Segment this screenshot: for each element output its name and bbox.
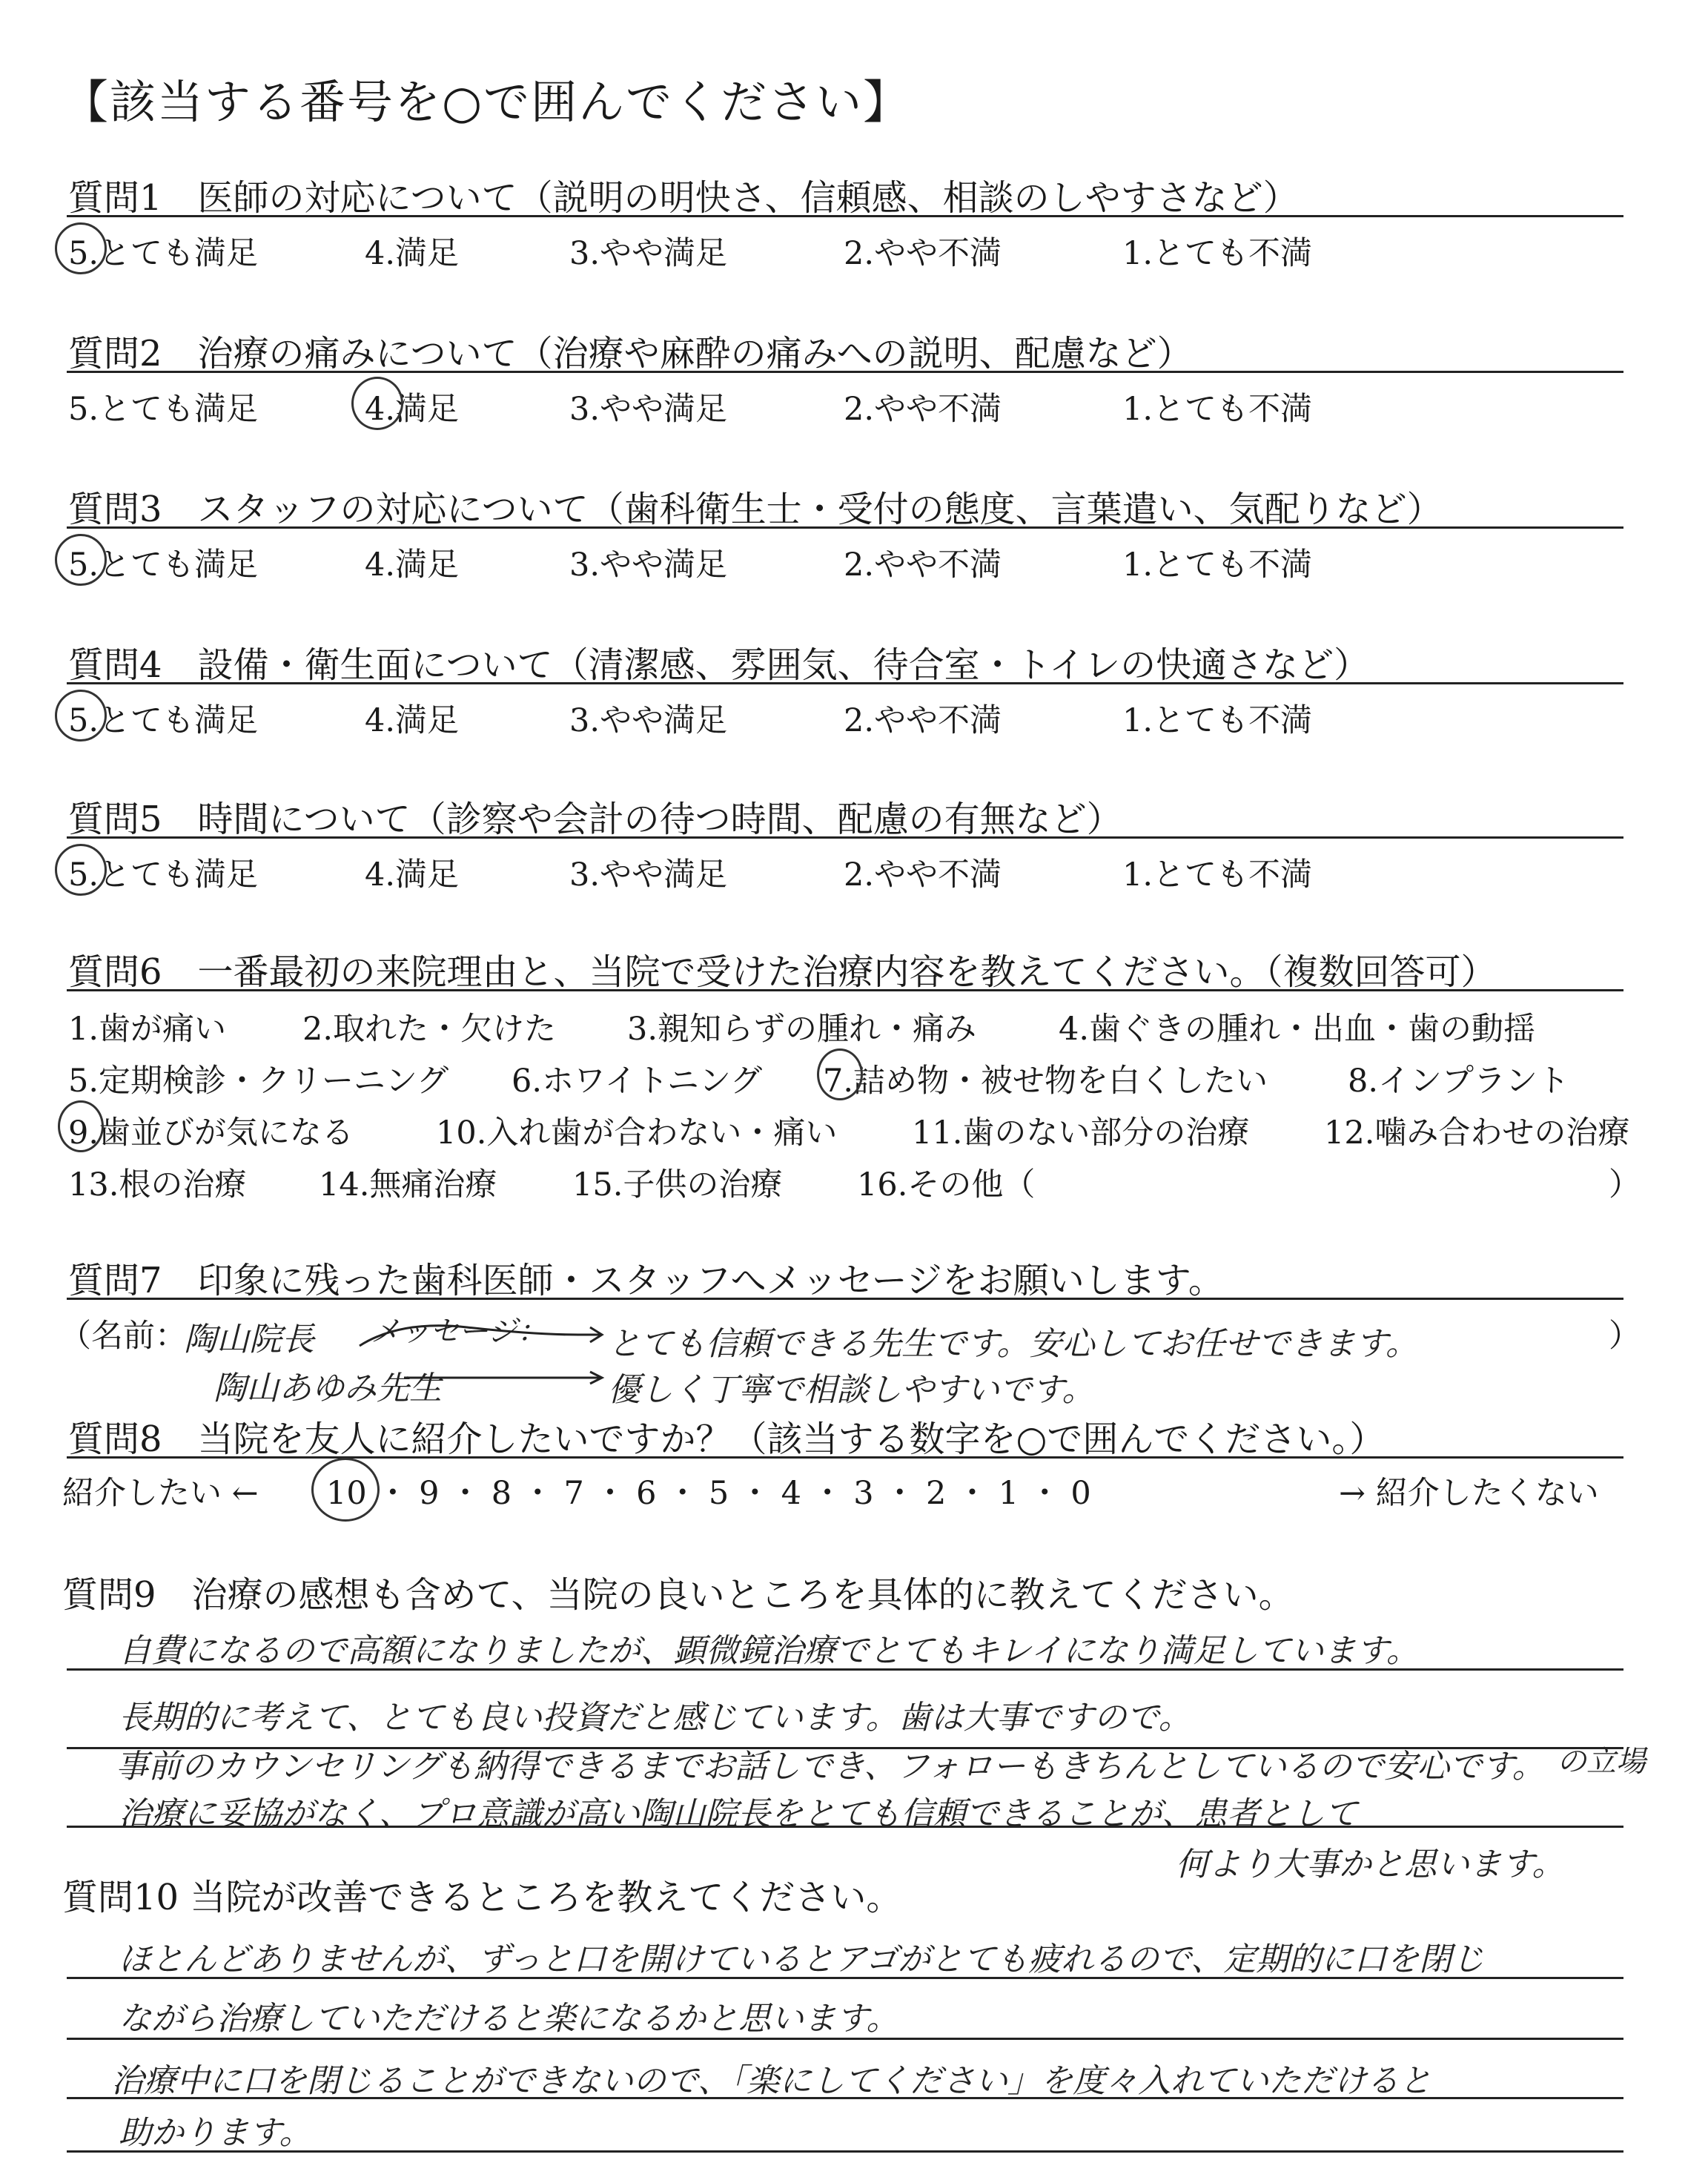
q8-scale-8[interactable]: 8 bbox=[491, 1475, 512, 1512]
q8-left-label: 紹介したい ← bbox=[62, 1475, 259, 1512]
q8-scale-sep: ・ bbox=[656, 1475, 709, 1512]
q6-option-16[interactable]: 16.その他（ bbox=[857, 1166, 1036, 1203]
q7-handwritten-name-2: 陶山あゆみ先生 bbox=[214, 1370, 442, 1407]
q8-right-label: → 紹介したくない bbox=[1339, 1475, 1599, 1512]
q3-option-3[interactable]: 3.やや満足 bbox=[569, 546, 728, 584]
q6-option-5[interactable]: 5.定期検診・クリーニング bbox=[68, 1063, 449, 1100]
q3-rule bbox=[67, 526, 1623, 529]
q6-option-13[interactable]: 13.根の治療 bbox=[68, 1166, 247, 1203]
q8-scale-9[interactable]: 9 bbox=[419, 1475, 440, 1512]
q1-option-4[interactable]: 4.満足 bbox=[365, 235, 460, 272]
q5-option-2[interactable]: 2.やや不満 bbox=[844, 856, 1002, 894]
q3-selection-circle bbox=[55, 534, 107, 586]
q6-selection-circle-7 bbox=[817, 1048, 863, 1100]
q5-rule bbox=[67, 836, 1623, 839]
q1-option-2[interactable]: 2.やや不満 bbox=[844, 235, 1002, 272]
q8-scale-2[interactable]: 2 bbox=[925, 1475, 947, 1512]
q4-option-2[interactable]: 2.やや不満 bbox=[844, 702, 1002, 739]
q6-option-4[interactable]: 4.歯ぐきの腫れ・出血・歯の動揺 bbox=[1059, 1011, 1536, 1048]
q6-rule bbox=[67, 989, 1623, 991]
q2-option-5[interactable]: 5.とても満足 bbox=[68, 391, 259, 428]
q2-selection-circle bbox=[351, 377, 403, 430]
q6-option-8[interactable]: 8.インプラント bbox=[1348, 1063, 1570, 1100]
q8-scale-3[interactable]: 3 bbox=[853, 1475, 874, 1512]
q8-scale-sep: ・ bbox=[729, 1475, 781, 1512]
q6-option-2[interactable]: 2.取れた・欠けた bbox=[302, 1011, 557, 1048]
q2-rule bbox=[67, 371, 1623, 373]
q2-option-2[interactable]: 2.やや不満 bbox=[844, 391, 1002, 428]
q5-selection-circle bbox=[55, 844, 107, 896]
q3-option-4[interactable]: 4.満足 bbox=[365, 546, 460, 584]
q10-title: 質問10 当院が改善できるところを教えてください。 bbox=[62, 1877, 902, 1918]
q8-scale-4[interactable]: 4 bbox=[781, 1475, 801, 1512]
q2-option-4[interactable]: 4.満足 bbox=[365, 391, 460, 428]
q6-option-10[interactable]: 10.入れ歯が合わない・痛い bbox=[436, 1114, 838, 1152]
q6-other-close-paren: ） bbox=[1609, 1166, 1641, 1203]
q8-rule bbox=[67, 1456, 1623, 1459]
q6-option-9[interactable]: 9.歯並びが気になる bbox=[68, 1114, 354, 1152]
q5-option-3[interactable]: 3.やや満足 bbox=[569, 856, 728, 894]
q9-hand-line-2: 長期的に考えて、とても良い投資だと感じています。歯は大事ですので。 bbox=[119, 1699, 1191, 1737]
q5-option-4[interactable]: 4.満足 bbox=[365, 856, 460, 894]
q4-option-5[interactable]: 5.とても満足 bbox=[68, 702, 259, 739]
q2-title: 質問2 治療の痛みについて（治療や麻酔の痛みへの説明、配慮など） bbox=[68, 333, 1193, 374]
q10-hand-line-2: ながら治療していただけると楽になるかと思います。 bbox=[119, 2000, 899, 2038]
q4-title: 質問4 設備・衛生面について（清潔感、雰囲気、待合室・トイレの快適さなど） bbox=[68, 644, 1370, 686]
q3-option-1[interactable]: 1.とても不満 bbox=[1122, 546, 1313, 584]
q2-option-1[interactable]: 1.とても不満 bbox=[1122, 391, 1313, 428]
q2-option-3[interactable]: 3.やや満足 bbox=[569, 391, 728, 428]
q5-option-1[interactable]: 1.とても不満 bbox=[1122, 856, 1313, 894]
q9-title: 質問9 治療の感想も含めて、当院の良いところを具体的に教えてください。 bbox=[62, 1574, 1294, 1616]
q9-hand-tail: 何より大事かと思います。 bbox=[1176, 1846, 1565, 1883]
q8-scale-row bbox=[326, 1468, 1364, 1513]
q7-close-paren: ） bbox=[1609, 1318, 1641, 1355]
q7-handwritten-message-label: メッセージ： bbox=[371, 1315, 547, 1349]
q9-hand-line-4: 治療に妥協がなく、プロ意識が高い陶山院長をとても信頼できることが、患者として bbox=[119, 1795, 1358, 1833]
q3-title: 質問3 スタッフの対応について（歯科衛生士・受付の態度、言葉遣い、気配りなど） bbox=[68, 489, 1443, 530]
q10-hand-line-3: 治療中に口を閉じることができないので、「楽にしてください」を度々入れていただけると bbox=[111, 2062, 1432, 2100]
q6-option-15[interactable]: 15.子供の治療 bbox=[572, 1166, 783, 1203]
q10-hand-line-1: ほとんどありませんが、ずっと口を開けているとアゴがとても疲れるので、定期的に口を閉じ bbox=[119, 1941, 1485, 1978]
q7-rule bbox=[67, 1298, 1623, 1300]
q6-option-3[interactable]: 3.親知らずの腫れ・痛み bbox=[627, 1011, 977, 1048]
q5-title: 質問5 時間について（診察や会計の待つ時間、配慮の有無など） bbox=[68, 799, 1122, 840]
q8-title: 質問8 当院を友人に紹介したいですか？（該当する数字を○で囲んでください。） bbox=[68, 1418, 1386, 1460]
q4-option-1[interactable]: 1.とても不満 bbox=[1122, 702, 1313, 739]
q8-scale-0[interactable]: 0 bbox=[1070, 1475, 1091, 1512]
q7-handwritten-message-1: とても信頼できる先生です。安心してお任せできます。 bbox=[608, 1325, 1418, 1363]
q6-option-7[interactable]: 7.詰め物・被せ物を白くしたい bbox=[823, 1063, 1268, 1100]
q3-option-5[interactable]: 5.とても満足 bbox=[68, 546, 259, 584]
q8-scale-6[interactable]: 6 bbox=[636, 1475, 657, 1512]
q8-scale-sep: ・ bbox=[583, 1475, 637, 1512]
q8-scale-7[interactable]: 7 bbox=[563, 1475, 584, 1512]
q7-arrow-1 bbox=[356, 1312, 608, 1357]
q8-selection-circle bbox=[311, 1458, 380, 1522]
q8-scale-sep: ・ bbox=[1019, 1475, 1071, 1512]
q8-scale-sep: ・ bbox=[439, 1475, 491, 1512]
q4-option-4[interactable]: 4.満足 bbox=[365, 702, 460, 739]
q8-scale-10[interactable]: 10 bbox=[326, 1475, 367, 1512]
q8-scale-sep: ・ bbox=[946, 1475, 999, 1512]
q1-option-1[interactable]: 1.とても不満 bbox=[1122, 235, 1313, 272]
q4-rule bbox=[67, 682, 1623, 684]
q6-option-14[interactable]: 14.無痛治療 bbox=[319, 1166, 497, 1203]
q9-hand-insert: の立場 bbox=[1557, 1745, 1646, 1779]
q7-title: 質問7 印象に残った歯科医師・スタッフへメッセージをお願いします。 bbox=[68, 1260, 1224, 1301]
q6-option-12[interactable]: 12.噛み合わせの治療 bbox=[1324, 1114, 1630, 1152]
q3-option-2[interactable]: 2.やや不満 bbox=[844, 546, 1002, 584]
q8-scale-sep: ・ bbox=[366, 1475, 420, 1512]
q1-rule bbox=[67, 215, 1623, 217]
q8-scale-sep: ・ bbox=[801, 1475, 854, 1512]
q6-option-1[interactable]: 1.歯が痛い bbox=[68, 1011, 227, 1048]
q4-selection-circle bbox=[55, 690, 107, 742]
page-heading: 【該当する番号を○で囲んでください】 bbox=[62, 75, 911, 129]
q1-option-3[interactable]: 3.やや満足 bbox=[569, 235, 728, 272]
q10-hand-line-4: 助かります。 bbox=[119, 2114, 312, 2152]
q1-option-5[interactable]: 5.とても満足 bbox=[68, 235, 259, 272]
q1-selection-circle bbox=[55, 222, 107, 274]
q6-selection-circle-9 bbox=[58, 1100, 104, 1152]
q5-option-5[interactable]: 5.とても満足 bbox=[68, 856, 259, 894]
q4-option-3[interactable]: 3.やや満足 bbox=[569, 702, 728, 739]
q7-name-label: （名前： bbox=[59, 1318, 187, 1355]
q7-handwritten-message-2: 優しく丁寧で相談しやすいです。 bbox=[608, 1371, 1095, 1409]
q9-hand-line-1: 自費になるので高額になりましたが、顕微鏡治療でとてもキレイになり満足しています。 bbox=[119, 1632, 1419, 1670]
q6-option-6[interactable]: 6.ホワイトニング bbox=[512, 1063, 763, 1100]
q7-handwritten-name-1: 陶山院長 bbox=[184, 1321, 314, 1358]
q8-scale-5[interactable]: 5 bbox=[708, 1475, 729, 1512]
q8-scale-1[interactable]: 1 bbox=[998, 1475, 1019, 1512]
q6-title: 質問6 一番最初の来院理由と、当院で受けた治療内容を教えてください。（複数回答可） bbox=[68, 951, 1497, 993]
q7-arrow-2 bbox=[400, 1369, 608, 1391]
q9-hand-line-3: 事前のカウンセリングも納得できるまでお話しでき、フォローもきちんとしているので安心です。 bbox=[116, 1748, 1545, 1786]
q6-option-11[interactable]: 11.歯のない部分の治療 bbox=[912, 1114, 1250, 1152]
q8-scale-sep: ・ bbox=[873, 1475, 926, 1512]
q1-title: 質問1 医師の対応について（説明の明快さ、信頼感、相談のしやすさなど） bbox=[68, 177, 1299, 219]
q8-scale-sep: ・ bbox=[512, 1475, 564, 1512]
